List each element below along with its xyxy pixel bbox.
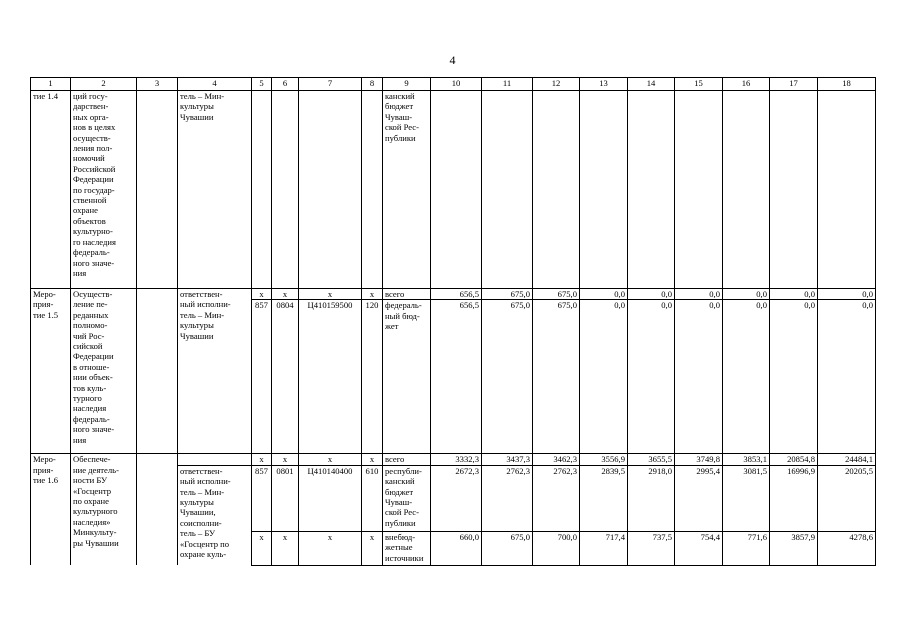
- funding-source: республи- канский бюджет Чуваш- ской Рес- публики: [383, 465, 431, 531]
- funding-source: канский бюджет Чуваш- ской Рес- публики: [383, 91, 431, 289]
- value-cell: 2672,3: [431, 465, 482, 531]
- column-number: 2: [71, 78, 137, 91]
- column-number: 13: [580, 78, 628, 91]
- page-number: 4: [449, 53, 456, 67]
- column-number: 10: [431, 78, 482, 91]
- value-cell: 0,0: [580, 300, 628, 454]
- value-cell: 700,0: [533, 531, 580, 565]
- empty-cell: [137, 91, 178, 289]
- measure-status: Меро- прия- тие 1.6: [31, 454, 71, 565]
- empty-cell: [362, 91, 383, 289]
- value-cell: 675,0: [482, 300, 533, 454]
- funding-source: всего: [383, 289, 431, 300]
- code-cell: 857: [252, 465, 272, 531]
- value-cell: 0,0: [818, 300, 876, 454]
- measure-name: ций госу- дарствен- ных орга- нов в целях осуществ- ления пол- номочий Российской Федерации по государ- ственной охране объектов культурно- го наследия федераль- ного значе- ния: [71, 91, 137, 289]
- code-cell: x: [272, 289, 299, 300]
- code-cell: x: [252, 531, 272, 565]
- value-cell: 656,5: [431, 289, 482, 300]
- measure-name: Обеспече- ние деятель- ности БУ «Госцентр по охране культурного наследия» Минкульту- ры Чувашии: [71, 454, 137, 565]
- table-row: [31, 454, 876, 465]
- column-number: 6: [272, 78, 299, 91]
- empty-cell: [137, 289, 178, 454]
- measure-executor: тель – Мин- культуры Чувашии: [178, 91, 252, 289]
- value-cell: 675,0: [533, 300, 580, 454]
- value-cell: 675,0: [482, 531, 533, 565]
- value-cell: 24484,1: [818, 454, 876, 465]
- code-cell: x: [362, 454, 383, 465]
- code-cell: x: [299, 289, 362, 300]
- column-number: 9: [383, 78, 431, 91]
- value-cell: 675,0: [482, 289, 533, 300]
- column-number: 3: [137, 78, 178, 91]
- value-cell: 3857,9: [770, 531, 818, 565]
- value-cell: 0,0: [723, 289, 770, 300]
- value-cell: 2762,3: [533, 465, 580, 531]
- value-cell: 3853,1: [723, 454, 770, 465]
- column-number: 11: [482, 78, 533, 91]
- column-number: 7: [299, 78, 362, 91]
- code-cell: 0801: [272, 465, 299, 531]
- value-cell: 4278,6: [818, 531, 876, 565]
- value-cell: 660,0: [431, 531, 482, 565]
- empty-cell: [723, 91, 770, 289]
- column-number: 12: [533, 78, 580, 91]
- empty-cell: [533, 91, 580, 289]
- value-cell: 2762,3: [482, 465, 533, 531]
- code-cell: x: [272, 454, 299, 465]
- empty-cell: [431, 91, 482, 289]
- value-cell: 771,6: [723, 531, 770, 565]
- value-cell: 3655,5: [628, 454, 675, 465]
- value-cell: 0,0: [818, 289, 876, 300]
- empty-cell: [252, 91, 272, 289]
- code-cell: Ц410140400: [299, 465, 362, 531]
- value-cell: 0,0: [770, 289, 818, 300]
- code-cell: x: [252, 289, 272, 300]
- code-cell: x: [272, 531, 299, 565]
- funding-source: всего: [383, 454, 431, 465]
- empty-cell: [272, 91, 299, 289]
- column-number: 18: [818, 78, 876, 91]
- column-number: 14: [628, 78, 675, 91]
- code-cell: 857: [252, 300, 272, 454]
- funding-source: федераль- ный бюд- жет: [383, 300, 431, 454]
- code-cell: Ц410159500: [299, 300, 362, 454]
- value-cell: 656,5: [431, 300, 482, 454]
- empty-cell: [299, 91, 362, 289]
- measure-executor: ответствен- ный исполни- тель – Мин- культуры Чувашии: [178, 289, 252, 454]
- value-cell: 717,4: [580, 531, 628, 565]
- value-cell: 0,0: [770, 300, 818, 454]
- value-cell: 3462,3: [533, 454, 580, 465]
- value-cell: 737,5: [628, 531, 675, 565]
- measure-status: Меро- прия- тие 1.5: [31, 289, 71, 454]
- empty-cell: [137, 454, 178, 565]
- empty-cell: [628, 91, 675, 289]
- column-number: 1: [31, 78, 71, 91]
- value-cell: 0,0: [628, 300, 675, 454]
- value-cell: 0,0: [580, 289, 628, 300]
- value-cell: 0,0: [675, 300, 723, 454]
- empty-cell: [482, 91, 533, 289]
- value-cell: 754,4: [675, 531, 723, 565]
- empty-cell: [770, 91, 818, 289]
- measure-executor: ответствен- ный исполни- тель – Мин- культуры Чувашии, соисполни- тель – БУ «Госцентр по охране куль-: [178, 465, 252, 565]
- empty-cell: [580, 91, 628, 289]
- value-cell: 2995,4: [675, 465, 723, 531]
- value-cell: 3332,3: [431, 454, 482, 465]
- table-row: [31, 91, 876, 289]
- code-cell: x: [299, 531, 362, 565]
- column-number: 17: [770, 78, 818, 91]
- value-cell: 20205,5: [818, 465, 876, 531]
- column-number: 8: [362, 78, 383, 91]
- value-cell: 20854,8: [770, 454, 818, 465]
- funding-source: внебюд- жетные источники: [383, 531, 431, 565]
- value-cell: 0,0: [628, 289, 675, 300]
- code-cell: 120: [362, 300, 383, 454]
- value-cell: 3749,8: [675, 454, 723, 465]
- value-cell: 2918,0: [628, 465, 675, 531]
- code-cell: x: [362, 531, 383, 565]
- empty-cell: [178, 454, 252, 465]
- value-cell: 0,0: [723, 300, 770, 454]
- column-number: 15: [675, 78, 723, 91]
- code-cell: x: [362, 289, 383, 300]
- value-cell: 3081,5: [723, 465, 770, 531]
- value-cell: 3556,9: [580, 454, 628, 465]
- table-row: [31, 289, 876, 300]
- column-number: 4: [178, 78, 252, 91]
- code-cell: 0804: [272, 300, 299, 454]
- budget-table: [30, 77, 876, 566]
- code-cell: x: [299, 454, 362, 465]
- code-cell: 610: [362, 465, 383, 531]
- value-cell: 0,0: [675, 289, 723, 300]
- measure-status: тие 1.4: [31, 91, 71, 289]
- column-number-row: [31, 78, 876, 91]
- value-cell: 675,0: [533, 289, 580, 300]
- empty-cell: [675, 91, 723, 289]
- value-cell: 2839,5: [580, 465, 628, 531]
- value-cell: 16996,9: [770, 465, 818, 531]
- empty-cell: [818, 91, 876, 289]
- measure-name: Осуществ- ление пе- реданных полномо- чий Рос- сийской Федерации в отноше- нии объек- тов куль- турного наследия федераль- ного значе- ния: [71, 289, 137, 454]
- column-number: 16: [723, 78, 770, 91]
- column-number: 5: [252, 78, 272, 91]
- code-cell: x: [252, 454, 272, 465]
- value-cell: 3437,3: [482, 454, 533, 465]
